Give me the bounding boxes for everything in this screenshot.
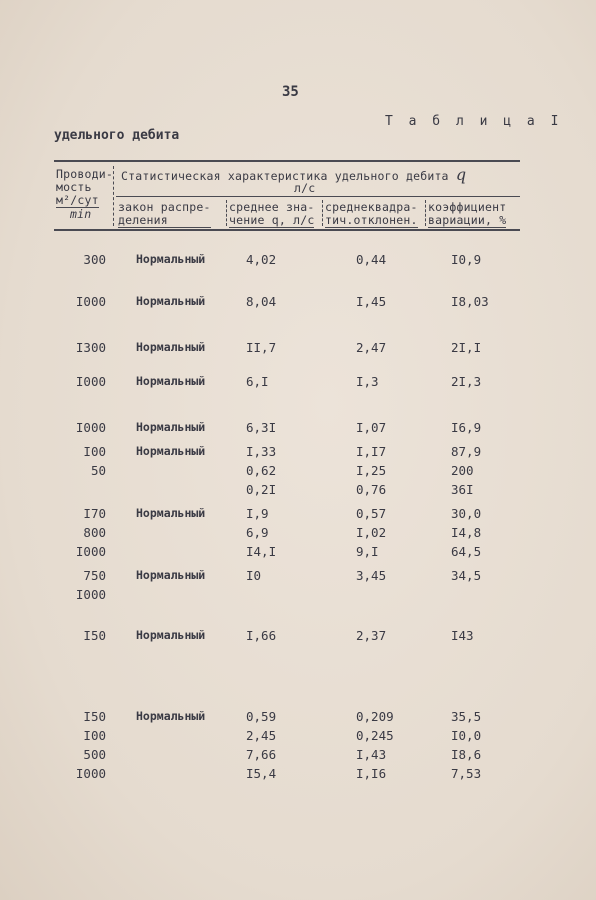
conductivity-cell: I00 bbox=[83, 444, 106, 459]
header-top-rule bbox=[54, 160, 520, 162]
std-deviation-cell: 2,37 bbox=[356, 628, 387, 643]
mean-value-cell: 0,2I bbox=[246, 482, 277, 497]
group-title-rule bbox=[116, 196, 520, 197]
distribution-law-cell: Нормальный bbox=[136, 420, 206, 434]
variation-coefficient-cell: I4,8 bbox=[451, 525, 482, 540]
std-deviation-cell: 0,44 bbox=[356, 252, 387, 267]
distribution-law-cell: Нормальный bbox=[136, 568, 206, 582]
std-deviation-cell: I,3 bbox=[356, 374, 379, 389]
distribution-law-cell: Нормальный bbox=[136, 628, 206, 642]
std-deviation-cell: I,25 bbox=[356, 463, 387, 478]
conductivity-cell: 50 bbox=[90, 463, 106, 478]
conductivity-cell: I300 bbox=[75, 340, 106, 355]
header-group-title: Статистическая характеристика удельного дебита q bbox=[121, 165, 467, 184]
header-divider-3 bbox=[322, 200, 323, 226]
header-divider-4 bbox=[425, 200, 426, 226]
distribution-law-cell: Нормальный bbox=[136, 252, 206, 266]
mean-value-cell: 0,59 bbox=[246, 709, 277, 724]
header-divider-1 bbox=[113, 166, 114, 226]
variation-coefficient-cell: 87,9 bbox=[451, 444, 482, 459]
variation-coefficient-cell: 30,0 bbox=[451, 506, 482, 521]
header-divider-2 bbox=[226, 200, 227, 226]
distribution-law-cell: Нормальный bbox=[136, 506, 206, 520]
variation-coefficient-cell: 36I bbox=[451, 482, 474, 497]
conductivity-cell: I50 bbox=[83, 628, 106, 643]
mean-value-cell: 2,45 bbox=[246, 728, 277, 743]
variation-coefficient-cell: 7,53 bbox=[451, 766, 482, 781]
header-cv: коэффициент вариации, % bbox=[428, 200, 507, 227]
header-conductivity: Проводи- мость м²/сут min bbox=[56, 167, 113, 221]
conductivity-cell: 300 bbox=[83, 252, 106, 267]
std-deviation-cell: I,I6 bbox=[356, 766, 387, 781]
std-deviation-cell: 2,47 bbox=[356, 340, 387, 355]
mean-value-cell: 0,62 bbox=[246, 463, 277, 478]
variation-coefficient-cell: I0,9 bbox=[451, 252, 482, 267]
std-deviation-cell: 3,45 bbox=[356, 568, 387, 583]
std-deviation-cell: I,02 bbox=[356, 525, 387, 540]
variation-coefficient-cell: 34,5 bbox=[451, 568, 482, 583]
std-deviation-cell: 0,209 bbox=[356, 709, 394, 724]
variation-coefficient-cell: I43 bbox=[451, 628, 474, 643]
std-deviation-cell: I,43 bbox=[356, 747, 387, 762]
distribution-law-cell: Нормальный bbox=[136, 340, 206, 354]
conductivity-cell: I000 bbox=[75, 544, 106, 559]
conductivity-cell: I50 bbox=[83, 709, 106, 724]
mean-value-cell: I4,I bbox=[246, 544, 277, 559]
variation-coefficient-cell: 35,5 bbox=[451, 709, 482, 724]
variation-coefficient-cell: 200 bbox=[451, 463, 474, 478]
std-deviation-cell: I,I7 bbox=[356, 444, 387, 459]
conductivity-cell: 500 bbox=[83, 747, 106, 762]
header-bottom-rule bbox=[54, 229, 520, 231]
q-symbol: q bbox=[455, 165, 467, 184]
mean-value-cell: I,66 bbox=[246, 628, 277, 643]
conductivity-cell: I000 bbox=[75, 374, 106, 389]
mean-value-cell: I5,4 bbox=[246, 766, 277, 781]
std-deviation-cell: I,45 bbox=[356, 294, 387, 309]
conductivity-cell: I000 bbox=[75, 294, 106, 309]
distribution-law-cell: Нормальный bbox=[136, 294, 206, 308]
mean-value-cell: II,7 bbox=[246, 340, 277, 355]
std-deviation-cell: 0,76 bbox=[356, 482, 387, 497]
variation-coefficient-cell: I6,9 bbox=[451, 420, 482, 435]
std-deviation-cell: 9,I bbox=[356, 544, 379, 559]
std-deviation-cell: 0,245 bbox=[356, 728, 394, 743]
mean-value-cell: 6,9 bbox=[246, 525, 269, 540]
header-group-unit: л/с bbox=[294, 181, 316, 195]
mean-value-cell: 8,04 bbox=[246, 294, 277, 309]
distribution-law-cell: Нормальный bbox=[136, 374, 206, 388]
header-law: закон распре- деления bbox=[118, 200, 211, 227]
header-sd: среднеквадра- тич.отклонен. bbox=[325, 200, 418, 227]
mean-value-cell: I,9 bbox=[246, 506, 269, 521]
std-deviation-cell: 0,57 bbox=[356, 506, 387, 521]
variation-coefficient-cell: 2I,3 bbox=[451, 374, 482, 389]
mean-value-cell: I0 bbox=[246, 568, 262, 583]
conductivity-cell: I000 bbox=[75, 766, 106, 781]
conductivity-cell: I00 bbox=[83, 728, 106, 743]
conductivity-cell: I70 bbox=[83, 506, 106, 521]
variation-coefficient-cell: 64,5 bbox=[451, 544, 482, 559]
variation-coefficient-cell: I0,0 bbox=[451, 728, 482, 743]
conductivity-cell: 750 bbox=[83, 568, 106, 583]
mean-value-cell: 4,02 bbox=[246, 252, 277, 267]
distribution-law-cell: Нормальный bbox=[136, 444, 206, 458]
variation-coefficient-cell: I8,03 bbox=[451, 294, 489, 309]
variation-coefficient-cell: I8,6 bbox=[451, 747, 482, 762]
std-deviation-cell: I,07 bbox=[356, 420, 387, 435]
distribution-law-cell: Нормальный bbox=[136, 709, 206, 723]
table-subtitle: удельного дебита bbox=[54, 128, 180, 143]
page-number: 35 bbox=[282, 84, 299, 100]
header-mean: среднее зна- чение q, л/с bbox=[229, 200, 315, 227]
conductivity-cell: I000 bbox=[75, 587, 106, 602]
mean-value-cell: 6,I bbox=[246, 374, 269, 389]
mean-value-cell: I,33 bbox=[246, 444, 277, 459]
conductivity-cell: 800 bbox=[83, 525, 106, 540]
mean-value-cell: 7,66 bbox=[246, 747, 277, 762]
variation-coefficient-cell: 2I,I bbox=[451, 340, 482, 355]
table-caption: Т а б л и ц а I bbox=[385, 114, 563, 129]
conductivity-cell: I000 bbox=[75, 420, 106, 435]
mean-value-cell: 6,3I bbox=[246, 420, 277, 435]
